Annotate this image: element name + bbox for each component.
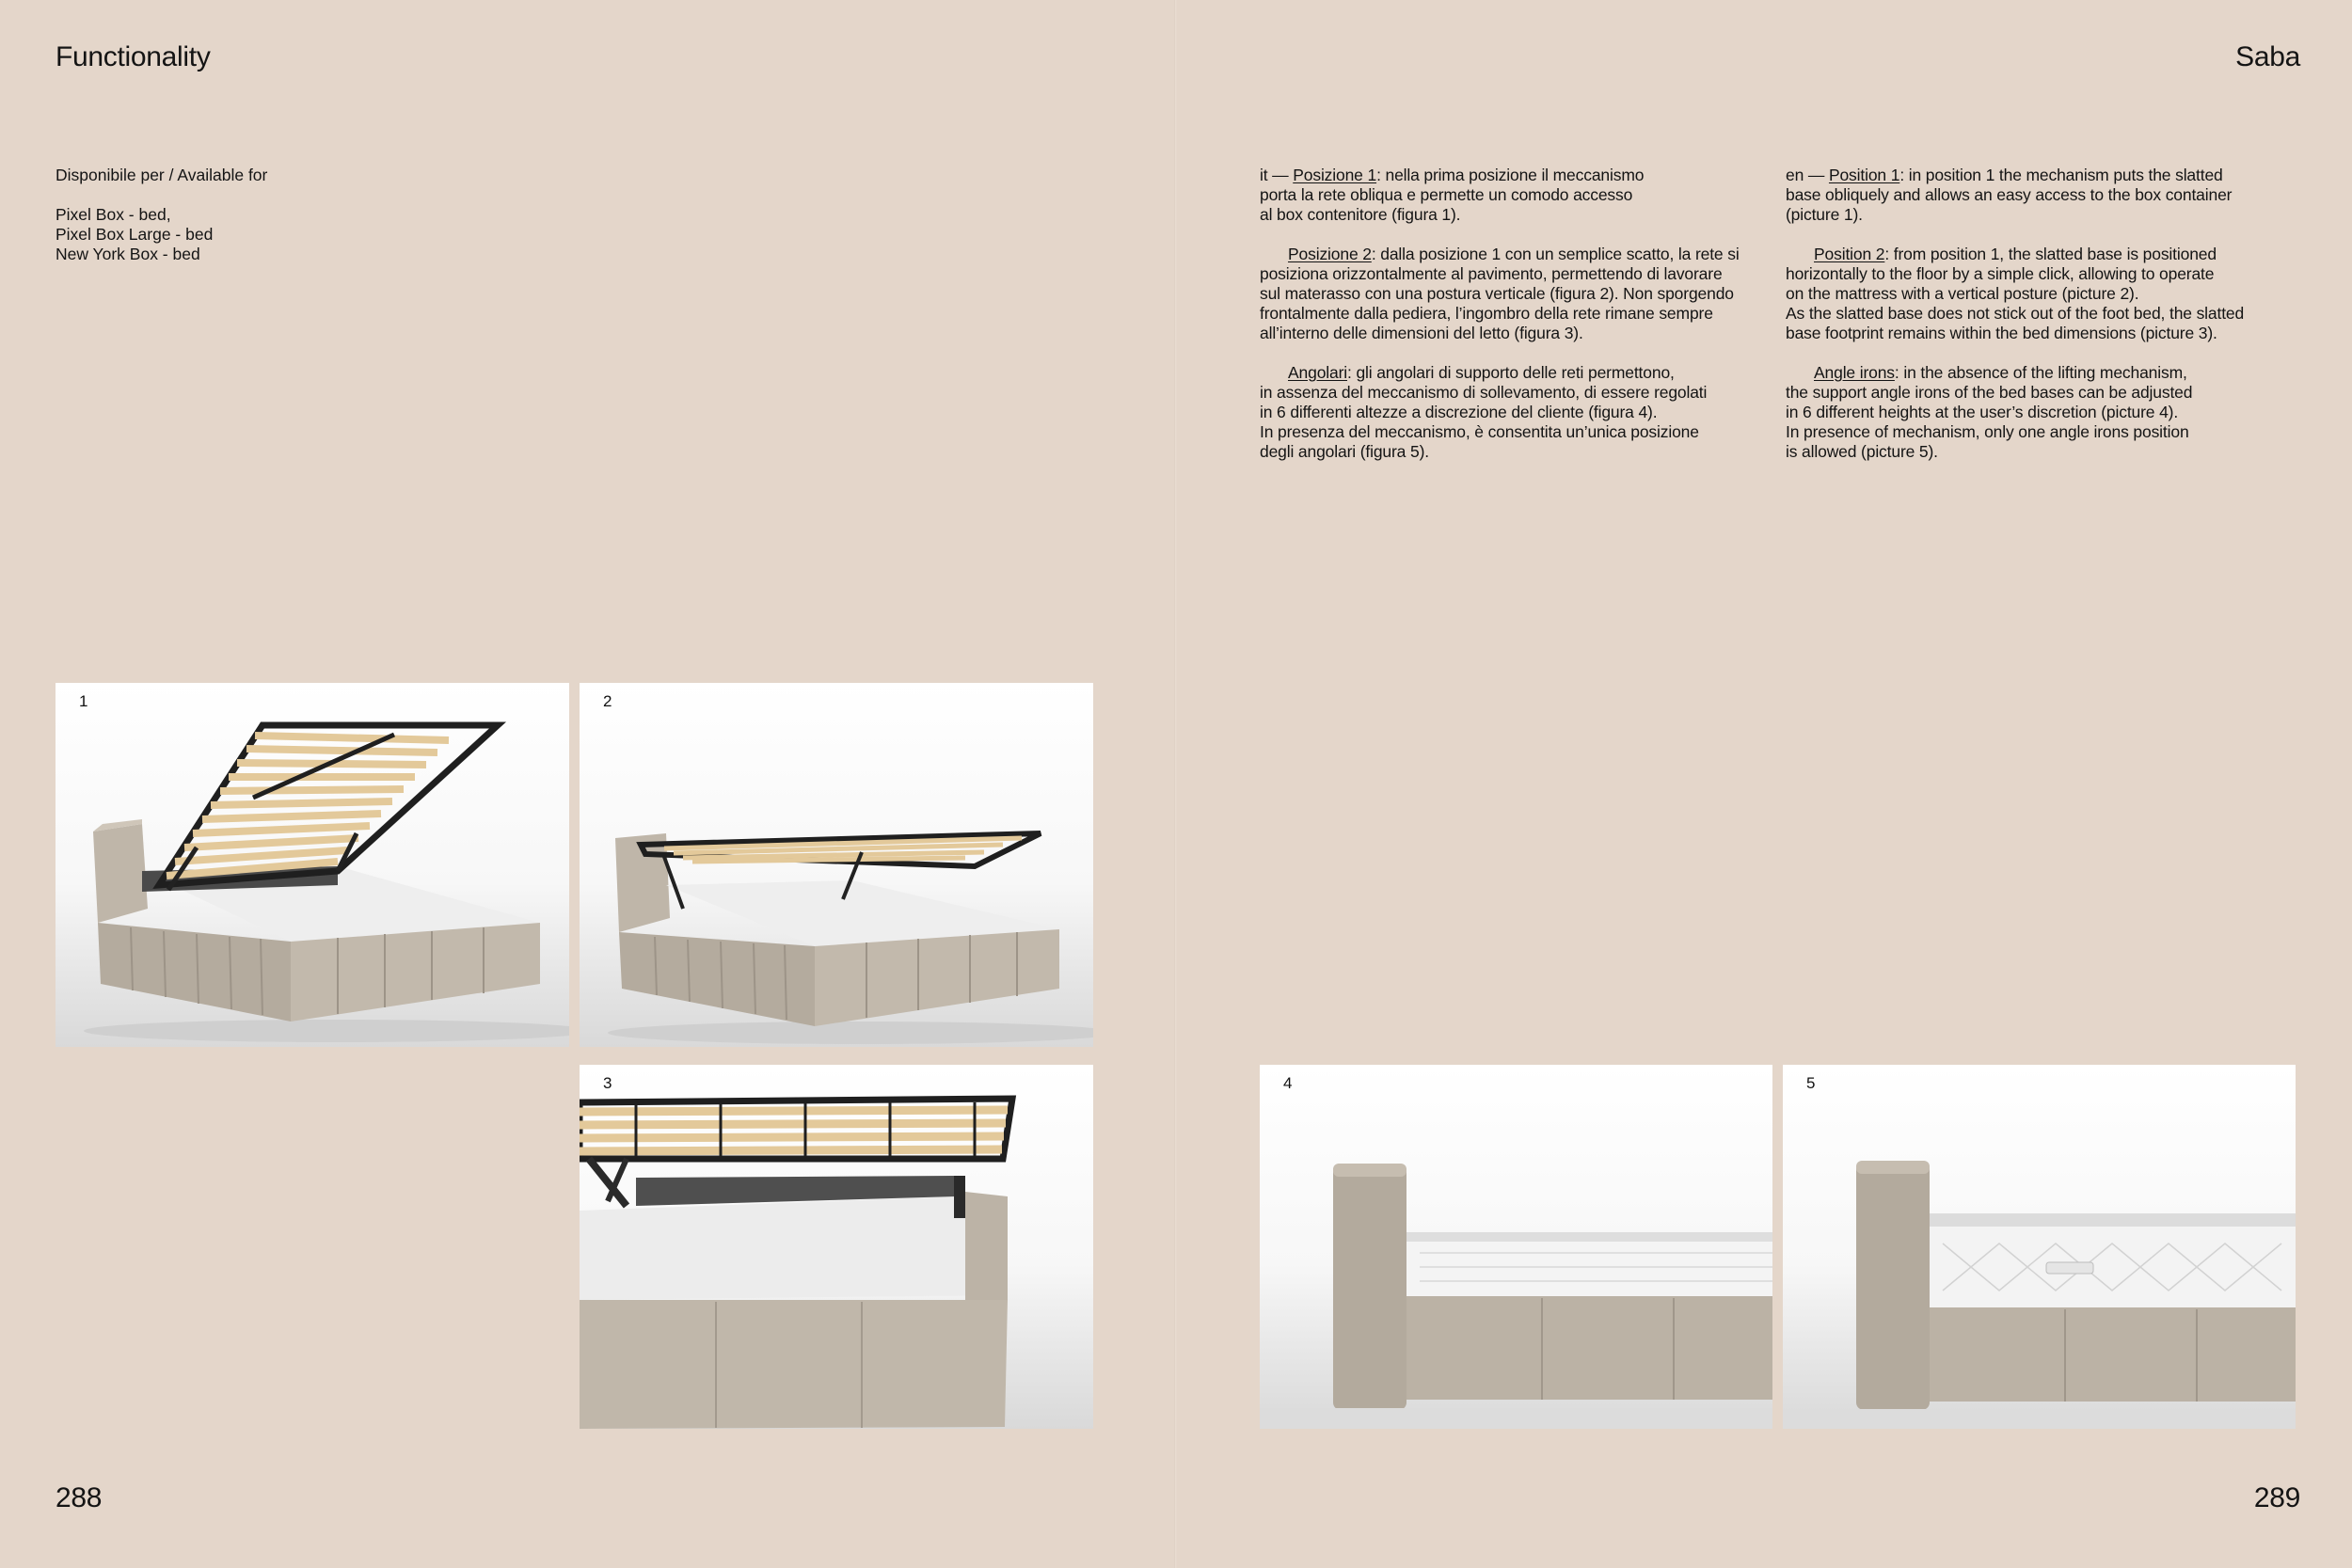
page-number-right: 289 xyxy=(2253,1482,2300,1513)
availability-heading: Disponibile per / Available for xyxy=(56,166,268,184)
term-posizione-2: Posizione 2 xyxy=(1288,245,1372,263)
availability-item: New York Box - bed xyxy=(56,245,200,263)
figure-number: 5 xyxy=(1806,1074,1816,1092)
section-header: Functionality xyxy=(56,41,211,72)
page-spine xyxy=(1174,0,1177,1568)
brand-header: Saba xyxy=(2235,41,2300,72)
availability-block xyxy=(56,166,267,264)
term-position-2: Position 2 xyxy=(1814,245,1885,263)
figure-1-bed-oblique xyxy=(56,683,569,1047)
page-number-left: 288 xyxy=(56,1482,103,1513)
figure-2-bed-horizontal xyxy=(580,683,1093,1047)
italian-column xyxy=(1260,166,1768,482)
availability-item: Pixel Box Large - bed xyxy=(56,225,214,244)
term-angolari: Angolari xyxy=(1288,363,1348,382)
english-paragraph-3: Angle irons: in the absence of the lifting mechanism, the support angle irons of the bed bases can be adjusted in 6 different heights at the user’s discretion (picture 4). In presence of mechanism, only one angle irons position is allowed (picture 5). xyxy=(1786,363,2193,461)
term-angle-irons: Angle irons xyxy=(1814,363,1895,382)
term-position-1: Position 1 xyxy=(1828,166,1900,184)
italian-paragraph-1: it — Posizione 1: nella prima posizione il meccanismo porta la rete obliqua e permette un comodo accesso al box contenitore (figura 1). xyxy=(1260,166,1645,224)
figure-number: 2 xyxy=(603,692,612,710)
figure-5-bed-side-view xyxy=(1783,1065,2296,1429)
figure-4-bed-side-view xyxy=(1260,1065,1772,1429)
english-paragraph-1: en — Position 1: in position 1 the mechanism puts the slatted base obliquely and allows an easy access to the box container (picture 1). xyxy=(1786,166,2233,224)
availability-item: Pixel Box - bed, xyxy=(56,205,171,224)
figure-3-bed-detail xyxy=(580,1065,1093,1429)
italian-paragraph-2: Posizione 2: dalla posizione 1 con un semplice scatto, la rete si posiziona orizzontalmente al pavimento, permettendo di lavorare sul materasso con una postura verticale (figura 2). Non sporgendo frontalmente dalla pediera, l’ingombro della rete rimane sempre all’interno delle dimensioni del letto (figura 3). xyxy=(1260,245,1740,342)
english-column xyxy=(1786,166,2294,482)
italian-paragraph-3: Angolari: gli angolari di supporto delle reti permettono, in assenza del meccanismo di sollevamento, di essere regolati in 6 differenti altezze a discrezione del cliente (figura 4). In presenza del meccanismo, è consentita un’unica posizione degli angolari (figura 5). xyxy=(1260,363,1708,461)
figure-number: 1 xyxy=(79,692,88,710)
figure-number: 3 xyxy=(603,1074,612,1092)
figure-number: 4 xyxy=(1283,1074,1293,1092)
term-posizione-1: Posizione 1 xyxy=(1293,166,1377,184)
english-paragraph-2: Position 2: from position 1, the slatted base is positioned horizontally to the floor by a simple click, allowing to operate on the mattress with a vertical posture (picture 2). As the slatted base does not stick out of the foot bed, the slatted base footprint remains within the bed dimensions (picture 3). xyxy=(1786,245,2245,342)
